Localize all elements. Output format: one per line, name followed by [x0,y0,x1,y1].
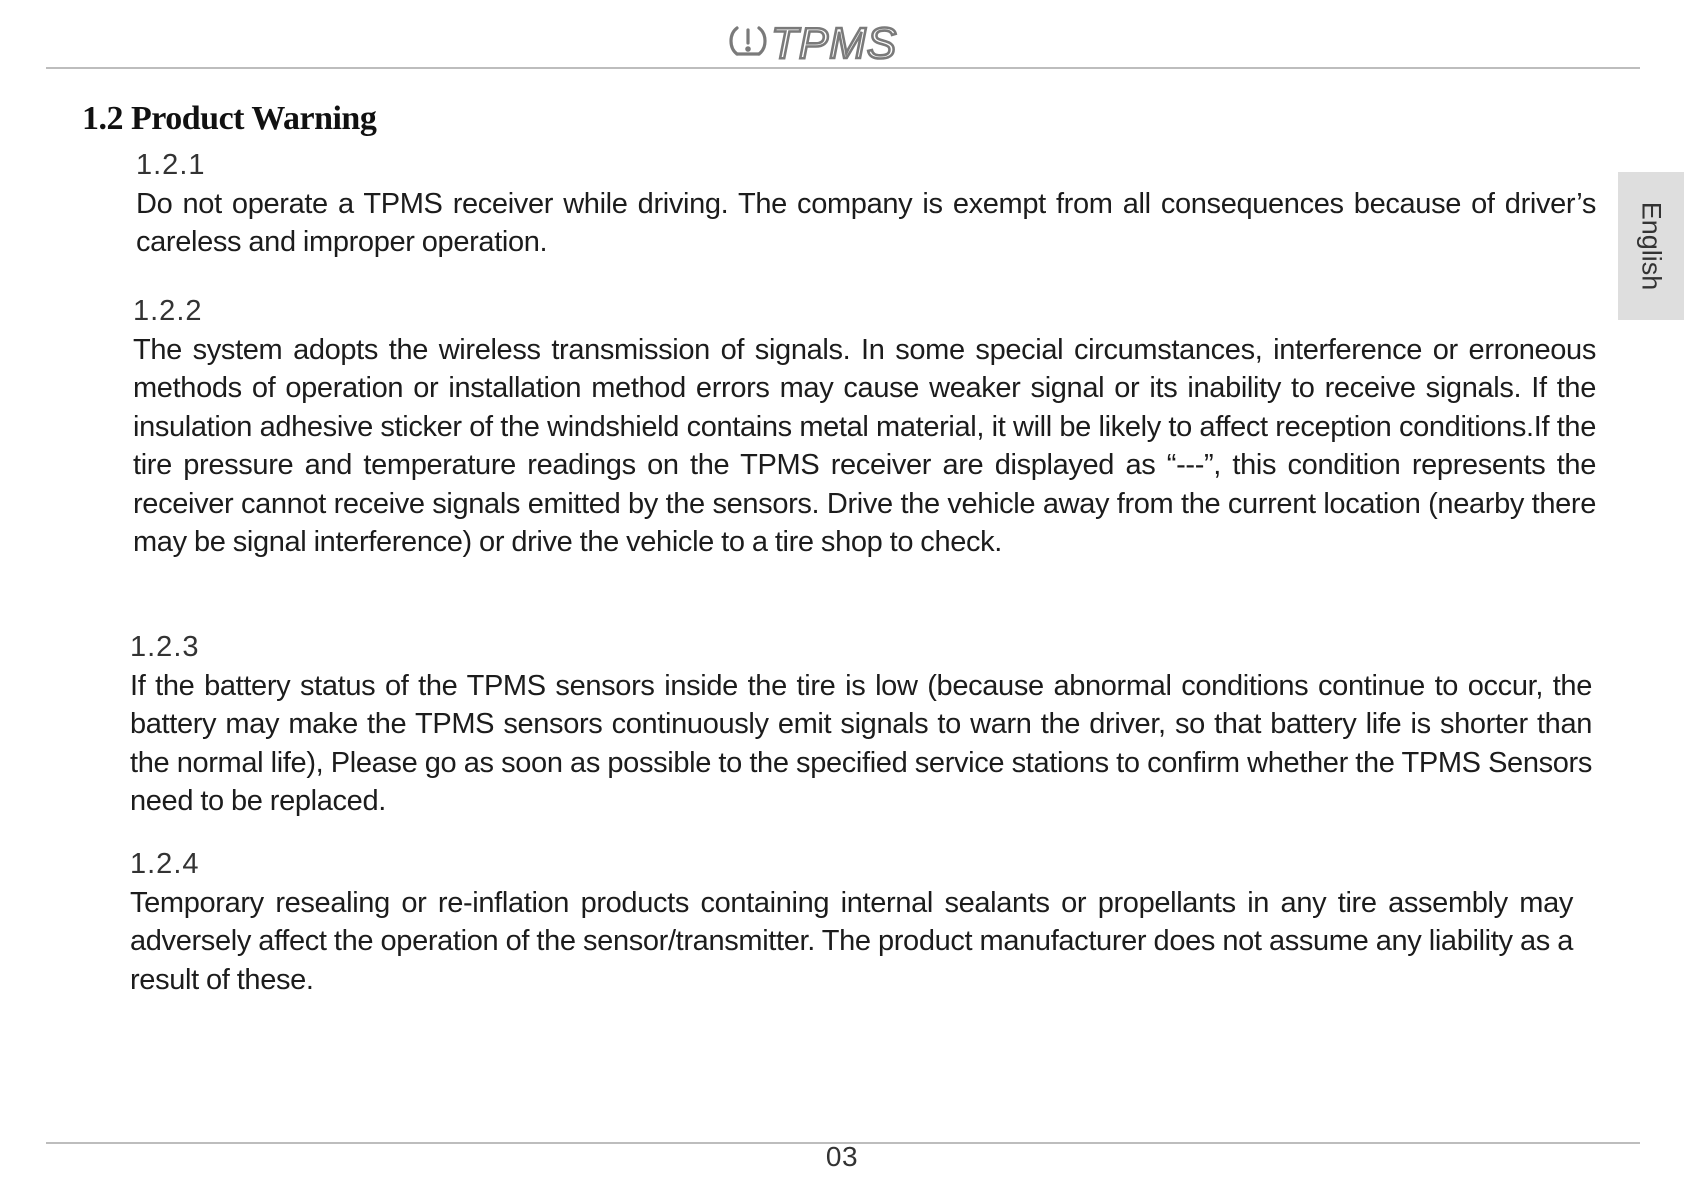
header-logo [0,18,1684,68]
section-title: 1.2 Product Warning [82,100,377,137]
item-number: 1.2.2 [133,295,203,327]
item-number: 1.2.3 [130,631,200,663]
warning-item [133,292,1596,562]
item-text: Do not operate a TPMS receiver while driving. The company is exempt from all consequences because of driver’s careless and improper operation. [136,187,1596,258]
language-tab-label: English [1636,201,1667,291]
item-text: If the battery status of the TPMS sensors inside the tire is low (because abnormal conditions continue to occur, the battery may make the TPMS sensors continuously emit signals to warn the driver, so that battery life is shorter than the normal life), Please go as soon as possible to the specified service stations to confirm whether the TPMS Sensors need to be replaced. [130,669,1592,817]
item-number: 1.2.1 [136,149,206,181]
header-rule [46,67,1640,69]
language-tab[interactable] [1618,172,1684,320]
tpms-logo [727,18,957,64]
item-text: Temporary resealing or re-inflation products containing internal sealants or propellants in any tire assembly may adversely affect the operation of the sensor/transmitter. The product manufacturer does not assume any liability as a result of these. [130,886,1573,996]
warning-item [130,845,1573,999]
page-number: 03 [825,1141,859,1172]
warning-item [136,146,1596,262]
tire-warning-icon [731,28,765,54]
item-number: 1.2.4 [130,848,200,880]
item-text: The system adopts the wireless transmission of signals. In some special circumstances, interference or erroneous methods of operation or installation method errors may cause weaker signal or its inability to receive signals. If the insulation adhesive sticker of the windshield contains metal material, it will be likely to affect reception conditions.If the tire pressure and temperature readings on the TPMS receiver are displayed as “---”, this condition represents the receiver cannot receive signals emitted by the sensors. Drive the vehicle away from the current location (nearby there may be signal interference) or drive the vehicle to a tire shop to check. [133,333,1596,558]
logo-wordmark: TPMS [771,19,898,64]
warning-item [130,628,1592,821]
